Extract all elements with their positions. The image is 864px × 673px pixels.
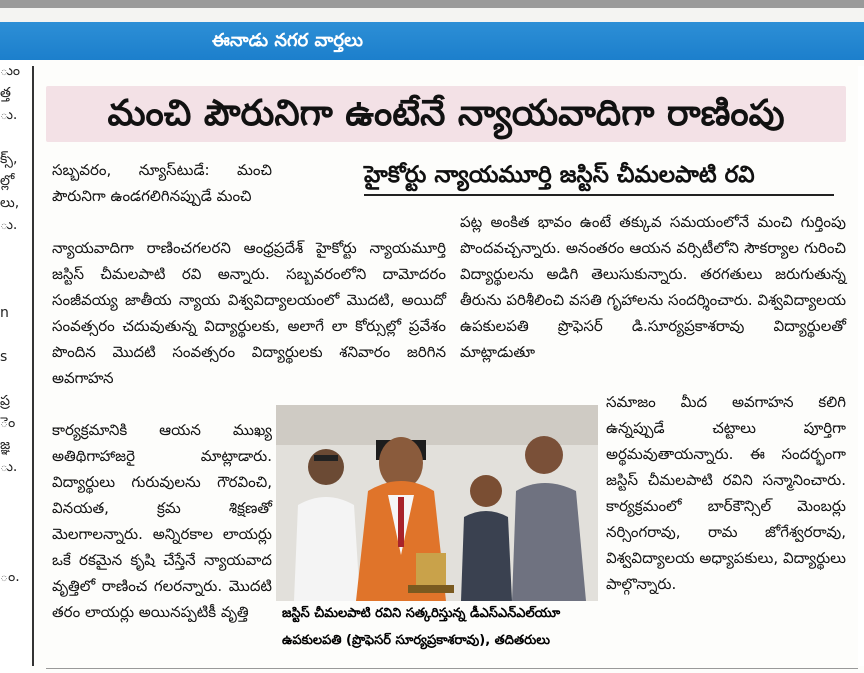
news-photo xyxy=(276,405,598,601)
left-fragment-line: ుం xyxy=(0,63,21,79)
left-fragment-line xyxy=(0,478,30,500)
body-paragraph: పట్ల అంకిత భావం ఉంటే తక్కువ సమయంలోనే మంచి గుర్తింపు పొందవచ్చన్నారు. అనంతరం ఆయన వర్సిటీలోని సౌకర్యాల గురించి విద్యార్థులను అడిగి తెలుసుకున్నారు. తరగతులు జరుగుతున్న తీరును పరిశీలించి వసతి గృహాలను సందర్శించారు. విశ్వవిద్యాలయ ఉపకులపతి ప్రొఫెసర్‌ డి.సూర్యప్రకాశరావు విద్యార్థులతో మాట్లాడుతూ xyxy=(460,213,846,361)
left-fragment-line: ల్లో xyxy=(0,173,15,189)
left-fragment-line xyxy=(0,368,30,390)
left-fragment-line: s xyxy=(0,349,8,365)
body-paragraph: సమాజం మీద అవగాహన కలిగి ఉన్నప్పుడే చట్టాలు పూర్తిగా అర్థమవుతాయన్నారు. ఈ సందర్భంగా జస్టిస్‌ చీమలపాటి రవిని సన్మానించారు. కార్యక్రమంలో బార్‌కౌన్సిల్‌ మెంబర్లు నర్సింగరావు, రామ జోగేశ్వరరావు, విశ్వవిద్యాలయ అధ్యాపకులు, విద్యార్థులు పాల్గొన్నారు. xyxy=(606,393,846,593)
right-margin xyxy=(858,66,864,666)
bottom-rule xyxy=(46,668,858,669)
left-fragment-line xyxy=(0,588,30,610)
section-banner xyxy=(0,22,864,60)
left-fragment-line: ు. xyxy=(0,107,18,123)
left-fragment-line xyxy=(0,258,30,280)
left-fragment-line xyxy=(0,324,30,346)
adjacent-column-fragments xyxy=(0,60,30,673)
left-fragment-line: ప్ర xyxy=(0,393,10,409)
left-fragment-line: లు, xyxy=(0,195,20,211)
left-fragment-line xyxy=(0,236,30,258)
left-fragment-line: ు. xyxy=(0,459,18,475)
left-fragment-line xyxy=(0,522,30,544)
banner-title: ఈనాడు నగర వార్తలు xyxy=(212,30,364,51)
left-fragment-line xyxy=(0,500,30,522)
article-subheadline: హైకోర్టు న్యాయమూర్తి జస్టిస్‌ చీమలపాటి రవి xyxy=(364,156,834,196)
photo-caption: జస్టిస్‌ చీమలపాటి రవిని సత్కరిస్తున్న డీఎస్‌ఎన్‌ఎల్‌యూ ఉపకులపతి (ప్రొఫెసర్‌ సూర్యప్రకాశరావు), తదితరులు xyxy=(282,606,561,648)
left-fragment-line xyxy=(0,544,30,566)
column-divider xyxy=(32,66,34,666)
left-fragment-line: త్త xyxy=(0,85,11,101)
body-text-col2-bottom xyxy=(606,389,846,597)
body-text-col1-bottom xyxy=(52,417,272,625)
body-text-col2-top xyxy=(460,209,846,365)
body-paragraph: న్యాయవాదిగా రాణించగలరని ఆంధ్రప్రదేశ్‌ హైకోర్టు న్యాయమూర్తి జస్టిస్‌ చీమలపాటి రవి అన్నారు. సబ్బవరంలోని దామోదరం సంజీవయ్య జాతీయ న్యాయ విశ్వవిద్యాలయంలో మొదటి, అయిదో సంవత్సరం చదువుతున్న విద్యార్థులకు, అలాగే లా కోర్సుల్లో ప్రవేశం పొందిన మొదటి సంవత్సరం విద్యార్థులకు శనివారం జరిగిన అవగాహన xyxy=(52,239,446,387)
article-headline: మంచి పౌరునిగా ఉంటేనే న్యాయవాదిగా రాణింపు xyxy=(107,93,785,134)
left-fragment-line xyxy=(0,126,30,148)
body-paragraph: సబ్బవరం, న్యూస్‌టుడే: మంచి పౌరునిగా ఉండగలిగినప్పుడే మంచి xyxy=(52,161,272,205)
left-fragment-line: n xyxy=(0,305,9,321)
left-fragment-line: ెం xyxy=(0,415,16,431)
top-gray-strip xyxy=(0,0,864,8)
felicitation-photo-illustration xyxy=(276,405,598,601)
left-fragment-line: ు. xyxy=(0,217,18,233)
left-fragment-line xyxy=(0,280,30,302)
left-fragment-line: ం. xyxy=(0,569,20,585)
left-fragment-line: క్స్, xyxy=(0,151,18,167)
body-text-col1-top xyxy=(52,157,272,209)
top-gap xyxy=(0,8,864,22)
body-paragraph: కార్యక్రమానికి ఆయన ముఖ్య అతిథిగాహాజరై మాట్లాడారు. విద్యార్థులు గురువులను గౌరవించి, వినయత, క్రమ శిక్షణతో మెలగాలన్నారు. అన్నిరకాల లాయర్లు ఒకే రకమైన కృషి చేస్తేనే న్యాయవాద వృత్తిలో రాణించ గలరన్నారు. మొదటి తరం లాయర్లు అయినప్పటికీ వృత్తి xyxy=(52,421,272,621)
body-text-col1-wide xyxy=(52,235,446,391)
left-fragment-line: జ్ఞ xyxy=(0,437,11,453)
